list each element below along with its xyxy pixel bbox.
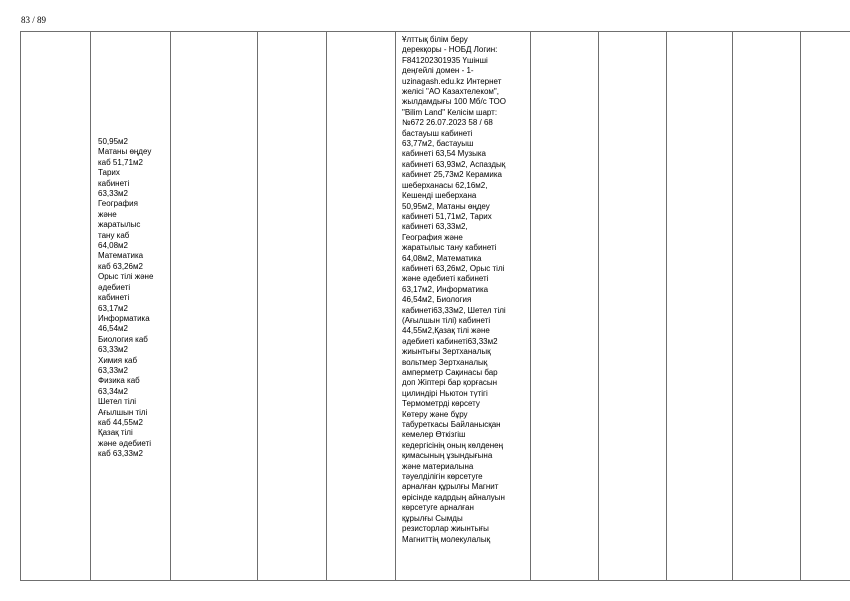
table-cell	[531, 32, 599, 581]
table-cell	[599, 32, 667, 581]
table-cell	[327, 32, 396, 581]
table-cell	[258, 32, 327, 581]
table-cell	[21, 32, 91, 581]
table-cell	[667, 32, 733, 581]
table-cell-resources: Ұлттық білім беру дерекқоры - НОБД Логин: F841202301935 Үшінші деңгейлі домен - 1- uzinagash.edu.kz Интернет желісі "АО Казахтелеком", жылдамдығы 100 Мб/с ТОО "Bilim Land" Келісім шарт: №672 26.07.2023 58 / 68 бастауыш кабинеті 63,77м2, бастауыш кабинеті 63,54 Музыка кабинеті 63,93м2, Аспаздық кабинет 25,73м2 Керамика шеберханасы 62,16м2, Кешенді шеберхана 50,95м2, Матаны өңдеу кабинеті 51,71м2, Тарих кабинеті 63,33м2, География және жаратылыс тану кабинеті 64,08м2, Математика кабинеті 63,26м2, Орыс тілі және әдебиеті кабинеті 63,17м2, Информатика 46,54м2, Биология кабинеті63,33м2, Шетел тілі (Ағылшын тілі) кабинеті 44,55м2,Қазақ тілі және әдебиеті кабинеті63,33м2 жиынтығы Зертханалық вольтмер Зертханалық амперметр Сақинасы бар доп Жіптері бар қорғасын цилиндірі Ньютон түтігі Термометрді көрсету Көтеру және бұру табуреткасы Байланысқан кемелер Өткізгіш кедергісінің оның көлденең қимасының ұзындығына және материалына тәуелділігін көрсетуге арналған құрылғы Магнит өрісінде кадрдың айналуын көрсетуге арналған құрылғы Сымды резисторлар жиынтығы Магниттің молекулалық	[396, 32, 531, 581]
table-cell	[733, 32, 801, 581]
page-number: 83 / 89	[21, 15, 47, 25]
data-table	[20, 31, 850, 581]
table-cell	[171, 32, 258, 581]
table-cell	[801, 32, 850, 581]
table-row	[21, 32, 850, 581]
table-cell-room-list: 50,95м2 Матаны өңдеу каб 51,71м2 Тарих кабинеті 63,33м2 География және жаратылыс тану каб 64,08м2 Математика каб 63,26м2 Орыс тілі және әдебиеті кабинеті 63,17м2 Информатика 46,54м2 Биология каб 63,33м2 Химия каб 63,33м2 Физика каб 63,34м2 Шетел тілі Ағылшын тілі каб 44,55м2 Қазақ тілі және әдебиеті каб 63,33м2	[91, 32, 171, 581]
